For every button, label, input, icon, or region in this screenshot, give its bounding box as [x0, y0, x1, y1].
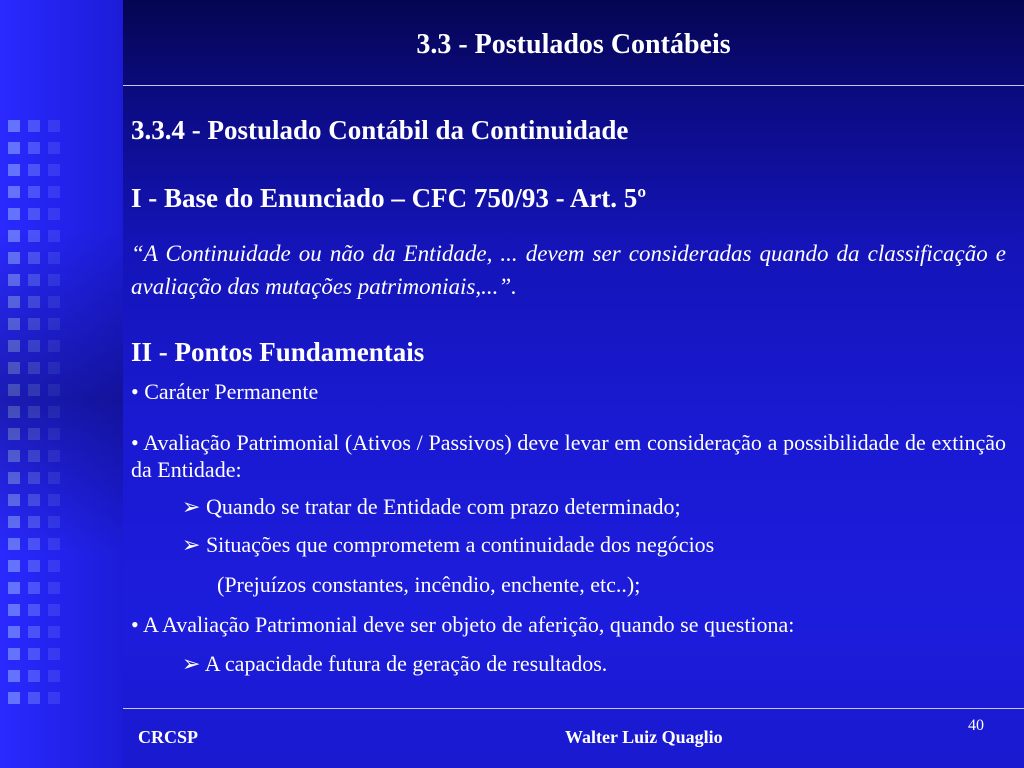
sidebar-shade — [0, 0, 123, 768]
sub-item-continuation: (Prejuízos constantes, incêndio, enchente, etc..); — [217, 572, 641, 597]
section-heading: 3.3.4 - Postulado Contábil da Continuidade — [131, 115, 629, 145]
sub-item-text: Situações que comprometem a continuidade dos negócios — [205, 532, 715, 557]
bullet-valuation: • Avaliação Patrimonial (Ativos / Passivos) deve levar em consideração a possibilidade de extinção da Entidade: — [131, 430, 1006, 482]
sub-item-text: Quando se tratar de Entidade com prazo determinado; — [205, 494, 681, 519]
bottom-divider — [123, 708, 1024, 709]
arrow-bullet-icon: ➢ — [182, 651, 201, 676]
part1-heading: I - Base do Enunciado – CFC 750/93 - Art. 5º — [131, 183, 647, 213]
footer-organization: CRCSP — [138, 727, 199, 747]
bullet-assessment: • A Avaliação Patrimonial deve ser objeto de aferição, quando se questiona: — [131, 612, 795, 637]
sub-item-continuity-risk — [182, 531, 1006, 558]
sub-item-future-capacity — [182, 650, 1006, 677]
arrow-bullet-icon: ➢ — [182, 494, 201, 519]
footer-author: Walter Luiz Quaglio — [565, 727, 723, 747]
part2-heading: II - Pontos Fundamentais — [131, 337, 425, 367]
top-divider — [123, 85, 1024, 86]
quote-text: “A Continuidade ou não da Entidade, ... devem ser consideradas quando da classificação e avaliação das mutações patrimoniais,...”. — [131, 241, 1006, 299]
sub-item-text: A capacidade futura de geração de resultados. — [204, 651, 608, 676]
sub-item-fixed-term — [182, 493, 1006, 520]
bullet-permanent: • Caráter Permanente — [131, 379, 319, 404]
sidebar-decoration — [0, 0, 123, 768]
page-number: 40 — [968, 717, 984, 734]
arrow-bullet-icon: ➢ — [182, 532, 201, 557]
slide-title: 3.3 - Postulados Contábeis — [416, 29, 731, 60]
